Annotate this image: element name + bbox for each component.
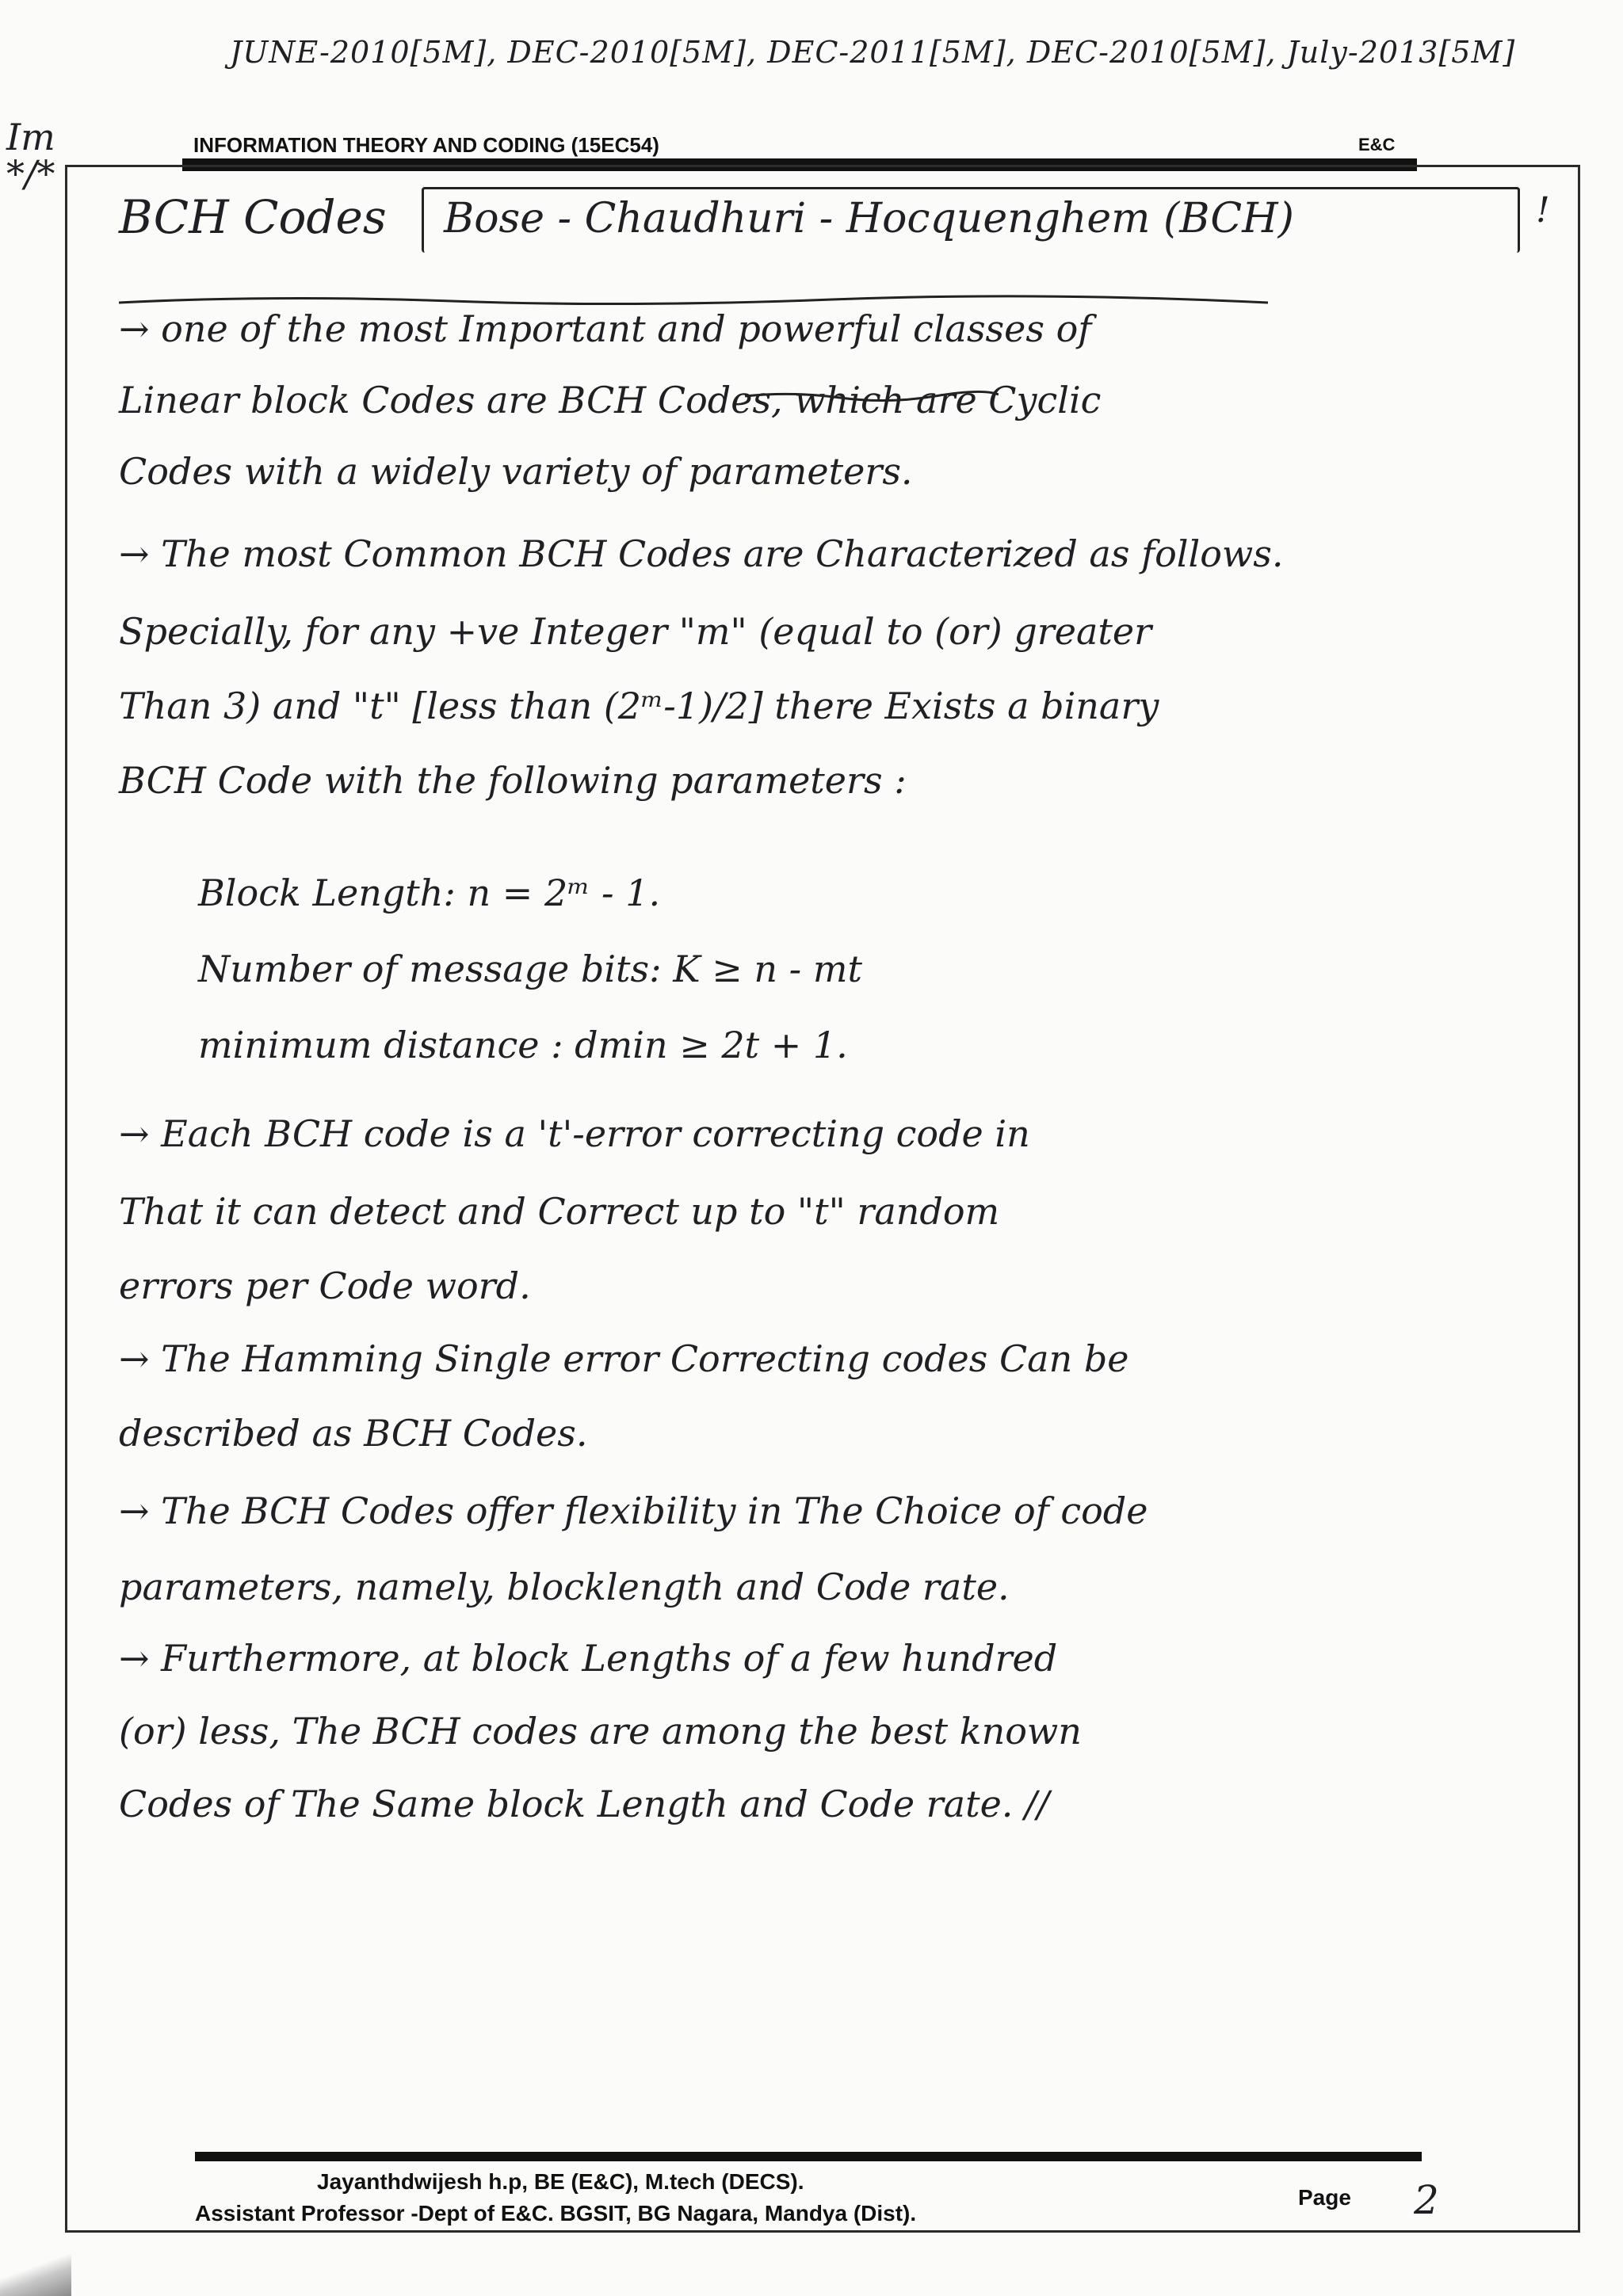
- body-line: → The BCH Codes offer flexibility in The Choice of code: [119, 1489, 1148, 1532]
- exam-years-note: JUNE-2010[5M], DEC-2010[5M], DEC-2011[5M], DEC-2010[5M], July-2013[5M]: [230, 35, 1516, 70]
- margin-note: [6, 116, 55, 195]
- parameter-block-length: Block Length: n = 2ᵐ - 1.: [198, 871, 661, 914]
- body-line: (or) less, The BCH codes are among the best known: [119, 1710, 1082, 1753]
- bch-underline: [745, 390, 999, 402]
- body-line: Codes of The Same block Length and Code rate. //: [119, 1783, 1050, 1825]
- footer-affiliation: Assistant Professor -Dept of E&C. BGSIT, BG Nagara, Mandya (Dist).: [195, 2201, 917, 2225]
- body-line: → Furthermore, at block Lengths of a few hundred: [119, 1637, 1058, 1680]
- body-line: Specially, for any +ve Integer "m" (equal to (or) greater: [119, 610, 1152, 653]
- body-line: Codes with a widely variety of parameters.: [119, 450, 913, 493]
- body-line: described as BCH Codes.: [119, 1412, 588, 1455]
- page-title: BCH Codes: [119, 190, 387, 244]
- margin-note-line: Im: [6, 116, 55, 158]
- margin-note-line: */*: [6, 152, 55, 195]
- body-line: → Each BCH code is a 't'-error correcting code in: [119, 1112, 1030, 1155]
- footer-rule: [195, 2152, 1422, 2161]
- page-number: 2: [1414, 2177, 1439, 2223]
- body-line: → one of the most Important and powerful classes of: [119, 307, 1092, 350]
- body-line: That it can detect and Correct up to "t" random: [119, 1190, 1000, 1233]
- page-label: Page: [1298, 2185, 1351, 2210]
- department-label: E&C: [1358, 135, 1396, 154]
- course-title: INFORMATION THEORY AND CODING (15EC54): [193, 133, 659, 157]
- body-line: → The most Common BCH Codes are Characterized as follows.: [119, 532, 1284, 575]
- title-expansion: Bose - Chaudhuri - Hocquenghem (BCH): [444, 195, 1294, 242]
- title-end-mark: !: [1536, 190, 1550, 231]
- parameter-min-distance: minimum distance : dmin ≥ 2t + 1.: [198, 1024, 848, 1066]
- body-line: BCH Code with the following parameters :: [119, 759, 907, 802]
- body-line: Than 3) and "t" [less than (2ᵐ-1)/2] there Exists a binary: [119, 685, 1159, 727]
- scan-edge-shadow: [0, 2250, 71, 2296]
- body-line: Linear block Codes are BCH Codes, which are Cyclic: [119, 379, 1102, 421]
- title-underline: [119, 293, 1268, 309]
- body-line: → The Hamming Single error Correcting codes Can be: [119, 1337, 1129, 1380]
- parameter-message-bits: Number of message bits: K ≥ n - mt: [198, 948, 862, 990]
- body-line: parameters, namely, blocklength and Code rate.: [119, 1566, 1010, 1608]
- footer-author: Jayanthdwijesh h.p, BE (E&C), M.tech (DECS).: [317, 2169, 804, 2194]
- body-line: errors per Code word.: [119, 1264, 531, 1307]
